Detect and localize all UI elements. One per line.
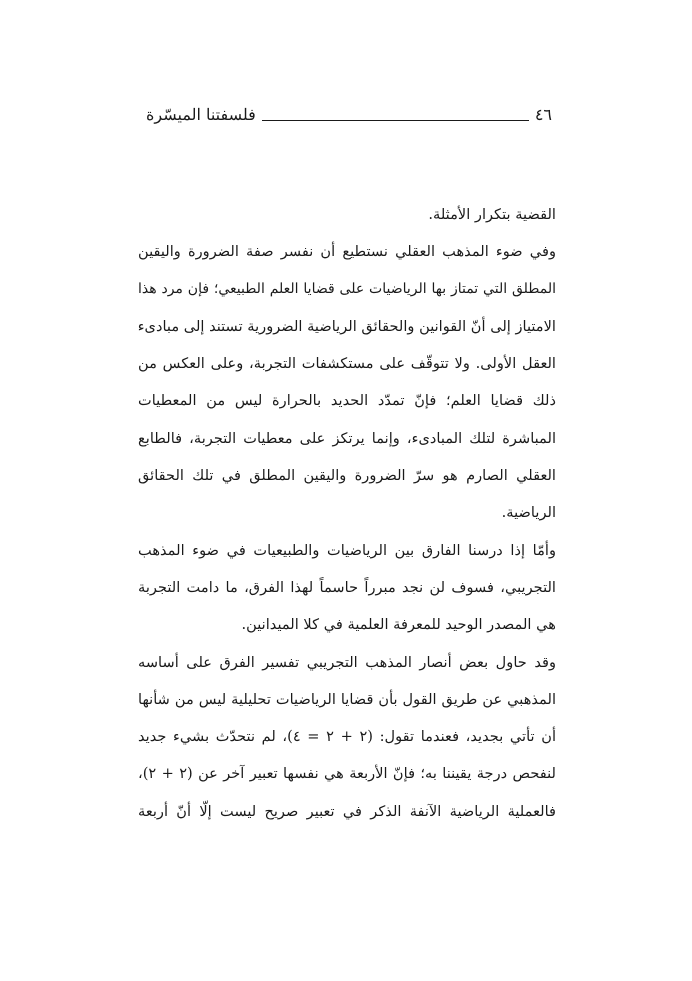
text-line: المباشرة لتلك المبادىء، وإنما يرتكز على معطيات التجربة، فالطابع	[138, 429, 556, 447]
text-line: التجريبي، فسوف لن نجد مبرراً حاسماً لهذا الفرق، ما دامت التجربة	[138, 578, 556, 596]
text-line: هي المصدر الوحيد للمعرفة العلمية في كلا الميدانين.	[241, 616, 556, 634]
header-rule	[262, 120, 529, 121]
body-text	[138, 196, 556, 830]
text-line: العقل الأولى. ولا تتوقّف على مستكشفات التجربة، وعلى العكس من	[138, 355, 556, 373]
text-line: الرياضية.	[501, 504, 556, 522]
page-number: ٤٦	[534, 104, 552, 124]
text-line: القضية بتكرار الأمثلة.	[428, 206, 556, 223]
running-header	[138, 100, 556, 128]
text-line: وفي ضوء المذهب العقلي نستطيع أن نفسر صفة الضرورة واليقين	[138, 243, 556, 261]
text-line: العقلي الصارم هو سرّ الضرورة واليقين المطلق في تلك الحقائق	[138, 467, 556, 485]
text-line: ذلك قضايا العلم؛ فإنّ تمدّد الحديد بالحرارة ليس من المعطيات	[138, 392, 556, 410]
text-line: الامتياز إلى أنّ القوانين والحقائق الرياضية الضرورية تستند إلى مبادىء	[138, 317, 556, 335]
book-title: فلسفتنا الميسّرة	[146, 104, 256, 124]
text-line: المذهبي عن طريق القول بأن قضايا الرياضيات تحليلية ليس من شأنها	[138, 690, 556, 708]
text-line: المطلق التي تمتاز بها الرياضيات على قضايا العلم الطبيعي؛ فإن مرد هذا	[138, 280, 556, 297]
text-line: وقد حاول بعض أنصار المذهب التجريبي تفسير الفرق على أساسه	[138, 653, 556, 671]
text-line: أن تأتي بجديد، فعندما تقول: (٢ + ٢ = ٤)، لم نتحدّث بشيء جديد	[138, 728, 556, 746]
text-line: فالعملية الرياضية الآنفة الذكر في تعبير صريح ليست إلّا أنّ أربعة	[138, 802, 556, 820]
text-line: لنفحص درجة يقيننا به؛ فإنّ الأربعة هي نفسها تعبير آخر عن (٢ + ٢)،	[138, 765, 556, 783]
text-line: وأمّا إذا درسنا الفارق بين الرياضيات والطبيعيات في ضوء المذهب	[138, 541, 556, 559]
